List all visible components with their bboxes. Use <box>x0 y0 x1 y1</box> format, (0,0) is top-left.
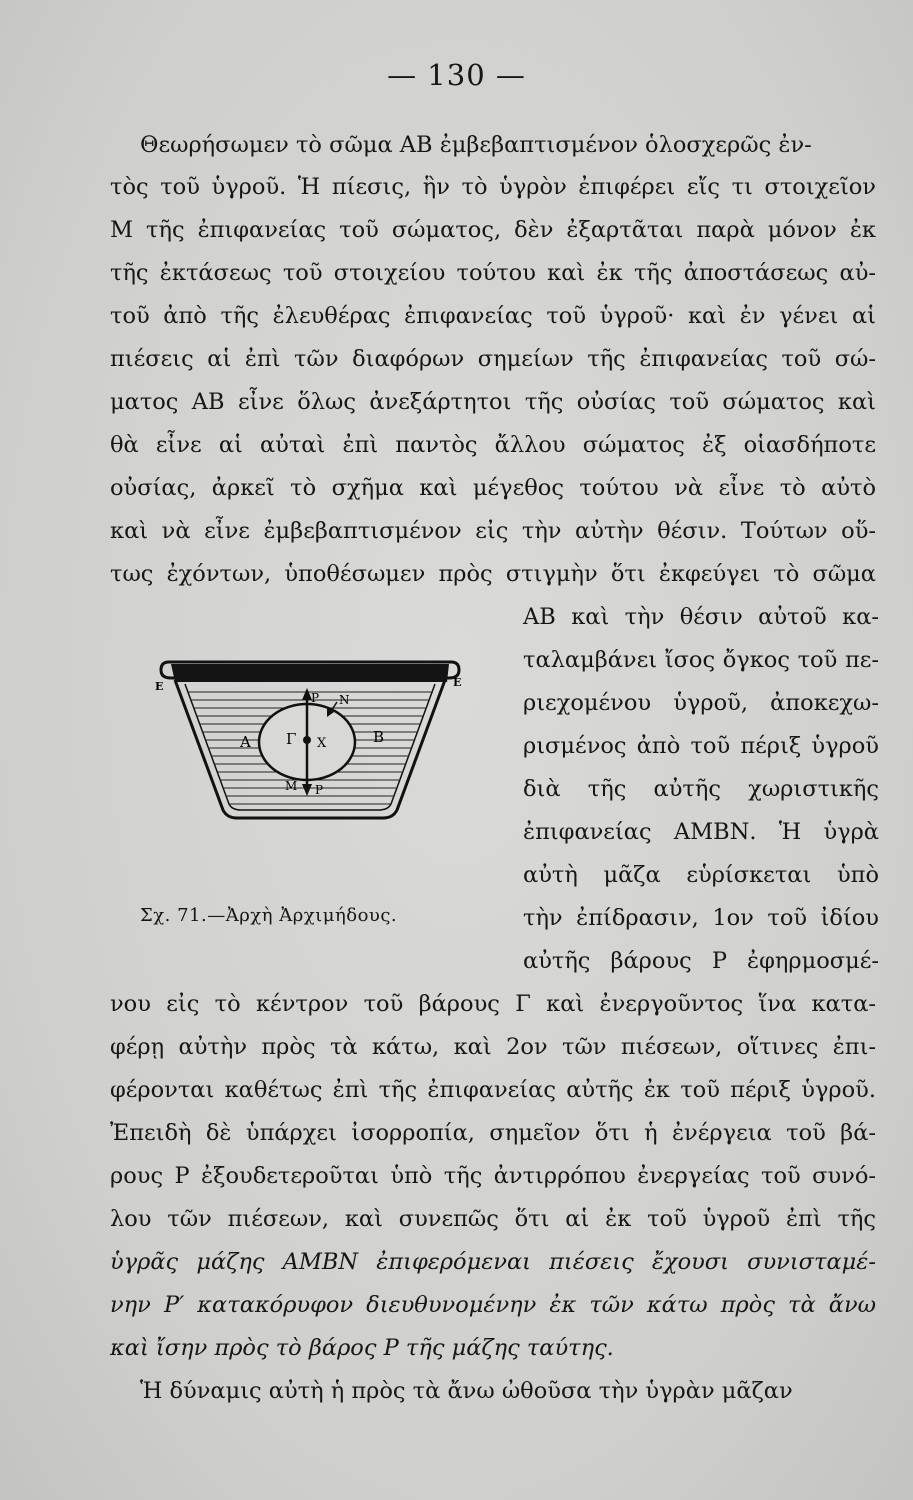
text-line: ματος ΑΒ εἶνε ὅλως ἀνεξάρτητοι τῆς οὐσίας τοῦ σώματος καὶ <box>110 389 876 415</box>
text-line: καὶ νὰ εἶνε ἐμβεβαπτισμένον εἰς τὴν αὐτὴν θέσιν. Τούτων οὕ- <box>110 518 876 544</box>
text-line: καὶ ἴσην πρὸς τὸ βάρος Ρ τῆς μάζης ταύτης. <box>110 1335 614 1361</box>
text-line: ἐπιφανείας ΑΜΒΝ. Ἡ ὑγρὰ <box>523 819 879 845</box>
text-line: ταλαμβάνει ἴσος ὄγκος τοῦ πε- <box>523 647 879 673</box>
text-line: φέρονται καθέτως ἐπὶ τῆς ἐπιφανείας αὐτῆς ἐκ τοῦ πέριξ ὑγροῦ. <box>110 1077 876 1103</box>
text-line: Θεωρήσωμεν τὸ σῶμα ΑΒ ἐμβεβαπτισμένον ὁλοσχερῶς ἐν- <box>140 132 812 158</box>
downward-arrow <box>302 784 312 796</box>
text-line: Ἡ δύναμις αὐτὴ ἡ πρὸς τὰ ἄνω ὠθοῦσα τὴν ὑγρὰν μᾶζαν <box>140 1378 793 1404</box>
text-line: τὸς τοῦ ὑγροῦ. Ἡ πίεσις, ἣν τὸ ὑγρὸν ἐπιφέρει εἴς τι στοιχεῖον <box>110 174 876 200</box>
label-b: Β <box>373 728 385 746</box>
text-line: αὐτὴ μᾶζα εὑρίσκεται ὑπὸ <box>523 862 879 888</box>
center-of-gravity <box>303 736 311 744</box>
label-x: Χ <box>317 736 327 751</box>
label-p-top: Ρ <box>311 691 320 705</box>
label-a: Α <box>240 733 251 751</box>
text-line: Ἐπειδὴ δὲ ὑπάρχει ἰσορροπία, σημεῖον ὅτι ἡ ἐνέργεια τοῦ βά- <box>110 1120 876 1146</box>
text-line: τὴν ἐπίδρασιν, 1ον τοῦ ἰδίου <box>523 905 879 931</box>
text-line: αὐτῆς βάρους Ρ ἐφηρμοσμέ- <box>523 948 879 974</box>
text-line: ρισμένος ἀπὸ τοῦ πέριξ ὑγροῦ <box>523 733 879 759</box>
label-g: Γ <box>286 730 297 748</box>
page-number: — 130 — <box>387 58 526 92</box>
text-line: φέρῃ αὐτὴν πρὸς τὰ κάτω, καὶ 2ον τῶν πιέσεων, οἵτινες ἐπι- <box>110 1034 876 1060</box>
text-line: ὑγρᾶς μάζης ΑΜΒΝ ἐπιφερόμεναι πιέσεις ἔχουσι συνισταμέ- <box>110 1249 876 1275</box>
figure-caption: Σχ. 71.—Ἀρχὴ Ἀρχιμήδους. <box>140 905 398 926</box>
text-line: ΑΒ καὶ τὴν θέσιν αὐτοῦ κα- <box>523 604 879 630</box>
text-line: οὐσίας, ἀρκεῖ τὸ σχῆμα καὶ μέγεθος τούτου νὰ εἶνε τὸ αὐτὸ <box>110 475 876 501</box>
label-e-left: Ε <box>155 680 164 693</box>
text-line: τως ἐχόντων, ὑποθέσωμεν πρὸς στιγμὴν ὅτι ἐκφεύγει τὸ σῶμα <box>110 561 876 587</box>
text-line: νου εἰς τὸ κέντρον τοῦ βάρους Γ καὶ ἐνεργοῦντος ἵνα κατα- <box>110 991 876 1017</box>
text-line: Μ τῆς ἐπιφανείας τοῦ σώματος, δὲν ἐξαρτᾶται παρὰ μόνον ἐκ <box>110 217 876 243</box>
text-line: θὰ εἶνε αἱ αὐταὶ ἐπὶ παντὸς ἄλλου σώματος ἐξ οἱασδήποτε <box>110 432 876 458</box>
text-line: λου τῶν πιέσεων, καὶ συνεπῶς ὅτι αἱ ἐκ τοῦ ὑγροῦ ἐπὶ τῆς <box>110 1206 876 1232</box>
text-line: τοῦ ἀπὸ τῆς ἐλευθέρας ἐπιφανείας τοῦ ὑγροῦ· καὶ ἐν γένει αἱ <box>110 303 876 329</box>
text-line: νην Ρ′ κατακόρυφον διευθυνομένην ἐκ τῶν κάτω πρὸς τὰ ἄνω <box>110 1292 876 1318</box>
archimedes-principle-figure <box>155 650 465 822</box>
label-n: Ν <box>339 693 350 707</box>
text-line: πιέσεις αἱ ἐπὶ τῶν διαφόρων σημείων τῆς ἐπιφανείας τοῦ σώ- <box>110 346 876 372</box>
text-line: ριεχομένου ὑγροῦ, ἀποκεχω- <box>523 690 879 716</box>
text-line: τῆς ἐκτάσεως τοῦ στοιχείου τούτου καὶ ἐκ τῆς ἀποστάσεως αὐ- <box>110 260 876 286</box>
label-p-bottom: Ρ <box>315 783 324 797</box>
text-line: διὰ τῆς αὐτῆς χωριστικῆς <box>523 776 879 802</box>
label-e-right: Ε <box>453 676 462 689</box>
text-line: ρους Ρ ἐξουδετεροῦται ὑπὸ τῆς ἀντιρρόπου ἐνεργείας τοῦ συνό- <box>110 1163 876 1189</box>
vessel-top-band <box>171 664 449 682</box>
label-m: Μ <box>285 779 298 793</box>
